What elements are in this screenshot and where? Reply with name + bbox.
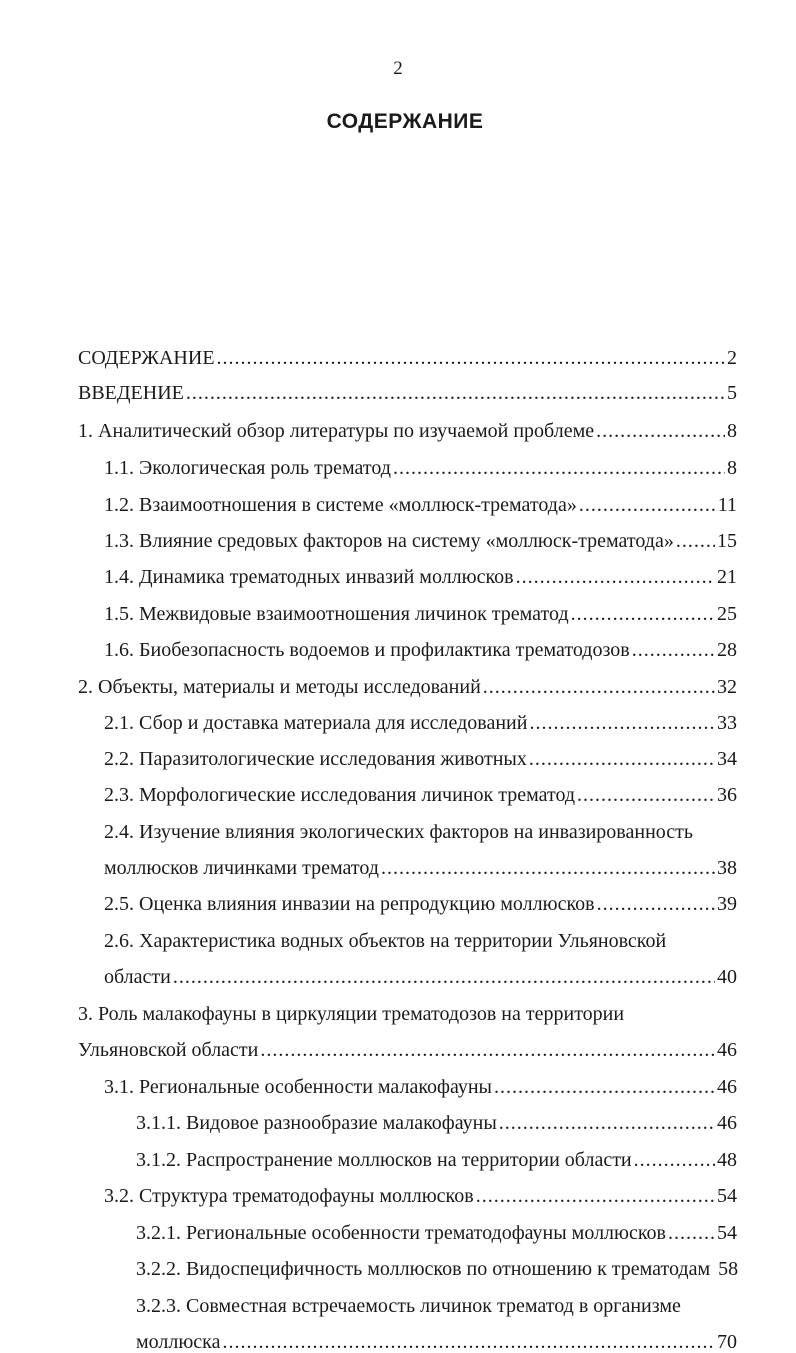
toc-entry-title: ВВЕДЕНИЕ <box>78 382 184 404</box>
toc-entry-page: 54 <box>717 1185 737 1207</box>
toc-entry-page: 33 <box>717 712 737 734</box>
toc-entry-page: 46 <box>717 1112 737 1134</box>
toc-entry-page: 32 <box>717 676 737 698</box>
toc-entry-title: 1.4. Динамика трематодных инвазий моллюсков <box>104 566 514 588</box>
toc-entry-title: 3.2. Структура трематодофауны моллюсков <box>104 1185 474 1207</box>
toc-entry-title: 2.4. Изучение влияния экологических факторов на инвазированность <box>104 821 694 843</box>
toc-entry[interactable] <box>104 640 737 660</box>
toc-entry-title: моллюсков личинками трематод <box>104 857 379 879</box>
toc-leader <box>499 1113 715 1133</box>
toc-entry-page: 46 <box>717 1039 737 1061</box>
toc-entry[interactable] <box>104 785 737 805</box>
toc-entry[interactable] <box>104 822 737 842</box>
toc-entry-page: 8 <box>727 420 737 442</box>
toc-leader <box>393 458 725 478</box>
toc-entry-page: 58 <box>718 1258 739 1280</box>
toc-entry[interactable] <box>136 1259 737 1279</box>
toc-entry-page: 28 <box>717 639 737 661</box>
toc-leader <box>483 677 715 697</box>
toc-entry-title: 3. Роль малакофауны в циркуляции трематодозов на территории <box>78 1003 625 1025</box>
toc-entry-page: 5 <box>727 382 737 404</box>
toc-entry-title: 1.1. Экологическая роль трематод <box>104 457 391 479</box>
toc-entry-page: 34 <box>717 748 737 770</box>
toc-leader <box>186 383 725 403</box>
toc-entry[interactable] <box>104 604 737 624</box>
toc-leader <box>260 1040 715 1060</box>
toc-entry-title: 2. Объекты, материалы и методы исследований <box>78 676 481 698</box>
toc-entry[interactable] <box>136 1223 737 1243</box>
toc-leader <box>476 1186 715 1206</box>
toc-entry[interactable] <box>104 1077 737 1097</box>
toc-entry[interactable] <box>104 894 737 914</box>
toc-entry[interactable] <box>104 749 737 769</box>
toc-entry-page: 25 <box>717 603 737 625</box>
toc-entry[interactable] <box>78 1004 737 1024</box>
toc-entry-page: 11 <box>717 494 737 516</box>
toc-entry-page: 70 <box>717 1331 737 1353</box>
toc-entry-title: моллюска <box>136 1331 221 1353</box>
toc-leader <box>516 567 715 587</box>
toc-entry-page: 48 <box>717 1149 737 1171</box>
toc-entry[interactable] <box>104 495 737 515</box>
toc-entry-title: 2.6. Характеристика водных объектов на территории Ульяновской <box>104 930 667 952</box>
toc-entry-page: 54 <box>717 1222 737 1244</box>
toc-entry-title: СОДЕРЖАНИЕ <box>78 347 215 369</box>
toc-entry-title: 2.3. Морфологические исследования личинок трематод <box>104 784 576 806</box>
toc-entry-page: 21 <box>717 566 737 588</box>
toc-leader <box>173 967 715 987</box>
toc-entry-title: 3.1. Региональные особенности малакофауны <box>104 1076 492 1098</box>
toc-entry[interactable] <box>78 1040 737 1060</box>
page-number: 2 <box>393 58 403 79</box>
toc-leader <box>494 1077 715 1097</box>
toc-entry-title: 2.1. Сбор и доставка материала для исследований <box>104 712 528 734</box>
toc-entry-title: 1.5. Межвидовые взаимоотношения личинок трематод <box>104 603 569 625</box>
toc-entry[interactable] <box>104 567 737 587</box>
toc-entry-page: 46 <box>717 1076 737 1098</box>
toc-entry[interactable] <box>78 421 737 441</box>
toc-leader <box>529 713 715 733</box>
toc-entry[interactable] <box>104 1186 737 1206</box>
toc-entry-page: 38 <box>717 857 737 879</box>
toc-entry-title: 2.2. Паразитологические исследования животных <box>104 748 527 770</box>
toc-entry-title: 1.3. Влияние средовых факторов на систему «моллюск-трематода» <box>104 530 674 552</box>
toc-entry[interactable] <box>136 1113 737 1133</box>
toc-entry-page: 39 <box>717 893 737 915</box>
toc-entry[interactable] <box>104 713 737 733</box>
toc-entry-title: 1.2. Взаимоотношения в системе «моллюск-трематода» <box>104 494 577 516</box>
toc-leader <box>217 348 725 368</box>
page-title: СОДЕРЖАНИЕ <box>326 110 484 133</box>
toc-leader <box>634 1150 715 1170</box>
toc-entry-page: 8 <box>727 457 737 479</box>
toc-leader <box>381 858 715 878</box>
toc-entry-page: 36 <box>717 784 737 806</box>
toc-leader <box>668 1223 715 1243</box>
toc-entry-title: 2.5. Оценка влияния инвазии на репродукцию моллюсков <box>104 893 595 915</box>
toc-entry-title: 1. Аналитический обзор литературы по изучаемой проблеме <box>78 420 595 442</box>
toc-entry-title: 1.6. Биобезопасность водоемов и профилактика трематодозов <box>104 639 630 661</box>
toc-entry[interactable] <box>104 967 737 987</box>
toc-entry[interactable] <box>136 1150 737 1170</box>
toc-leader <box>597 894 715 914</box>
toc-entry-title: 3.1.2. Распространение моллюсков на территории области <box>136 1149 632 1171</box>
toc-entry[interactable] <box>104 458 737 478</box>
toc-entry-page: 2 <box>727 347 737 369</box>
toc-entry-title: области <box>104 966 171 988</box>
toc-entry-title: 3.2.3. Совместная встречаемость личинок трематод в организме <box>136 1295 681 1317</box>
toc-entry[interactable] <box>78 677 737 697</box>
toc-leader <box>596 421 725 441</box>
toc-entry[interactable] <box>136 1332 737 1352</box>
toc-leader <box>529 749 715 769</box>
toc-entry-page: 15 <box>717 530 737 552</box>
toc-leader <box>222 1332 715 1352</box>
toc-entry-title: Ульяновской области <box>78 1039 259 1061</box>
toc-entry[interactable] <box>136 1296 737 1316</box>
toc-leader <box>632 640 715 660</box>
toc-leader <box>579 495 716 515</box>
toc-entry-page: 40 <box>717 966 737 988</box>
toc-entry[interactable] <box>104 931 737 951</box>
toc-entry-title: 3.2.1. Региональные особенности трематодофауны моллюсков <box>136 1222 666 1244</box>
toc-entry-title: 3.2.2. Видоспецифичность моллюсков по отношению к трематодам <box>136 1258 711 1280</box>
toc-entry[interactable] <box>78 383 737 403</box>
toc-entry-title: 3.1.1. Видовое разнообразие малакофауны <box>136 1112 497 1134</box>
toc-leader <box>571 604 715 624</box>
toc-leader <box>676 531 715 551</box>
toc-entry[interactable] <box>78 348 737 368</box>
toc-entry[interactable] <box>104 858 737 878</box>
toc-entry[interactable] <box>104 531 737 551</box>
toc-leader <box>577 785 715 805</box>
